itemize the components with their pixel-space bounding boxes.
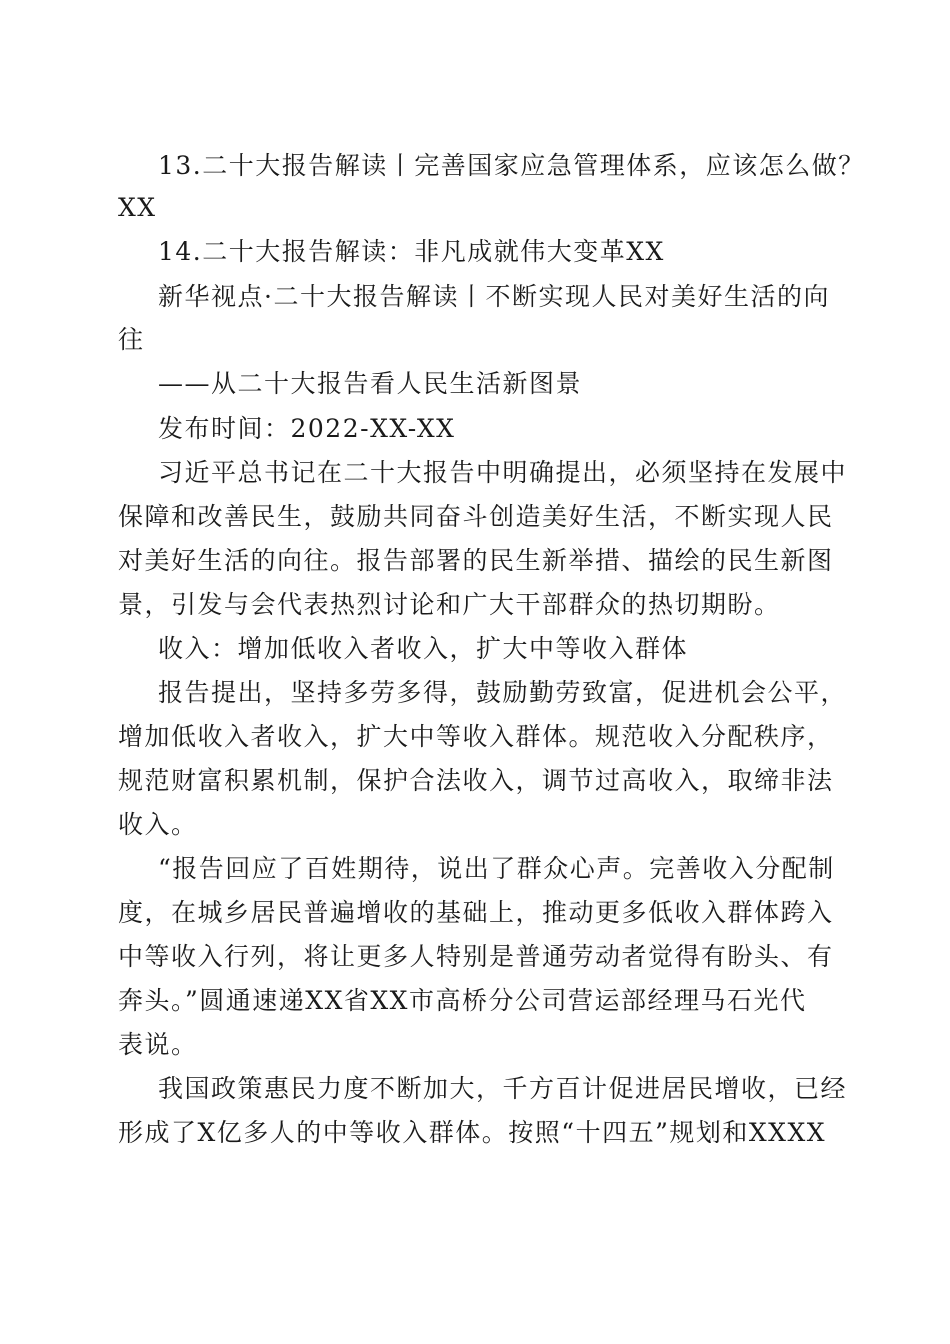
text-line: 表说。 xyxy=(118,1030,198,1059)
text-line: 习近平总书记在二十大报告中明确提出，必须坚持在发展中 xyxy=(158,458,848,487)
text-line: 中等收入行列，将让更多人特别是普通劳动者觉得有盼头、有 xyxy=(118,942,834,971)
text-line: 奔头。”圆通速递XX省XX市高桥分公司营运部经理马石光代 xyxy=(118,986,807,1015)
text-line: 报告提出，坚持多劳多得，鼓励勤劳致富，促进机会公平， xyxy=(158,678,848,707)
text-line: 规范财富积累机制，保护合法收入，调节过高收入，取缔非法 xyxy=(118,766,834,795)
text-line: 形成了X亿多人的中等收入群体。按照“十四五”规划和XXXX xyxy=(118,1118,827,1147)
text-line: 发布时间：2022-XX-XX xyxy=(158,414,456,443)
text-line: 14.二十大报告解读：非凡成就伟大变革XX xyxy=(158,237,665,266)
text-line: 我国政策惠民力度不断加大，千方百计促进居民增收，已经 xyxy=(158,1074,848,1103)
section-heading: 收入：增加低收入者收入，扩大中等收入群体 xyxy=(158,634,689,663)
text-line: 13.二十大报告解读丨完善国家应急管理体系，应该怎么做？ xyxy=(158,151,865,180)
text-line: 度，在城乡居民普遍增收的基础上，推动更多低收入群体跨入 xyxy=(118,898,834,927)
text-line: XX xyxy=(118,193,157,222)
text-line: 新华视点·二十大报告解读丨不断实现人民对美好生活的向 xyxy=(158,282,830,311)
text-line: 对美好生活的向往。报告部署的民生新举措、描绘的民生新图 xyxy=(118,546,834,575)
text-line: 往 xyxy=(118,325,145,354)
text-line: 增加低收入者收入，扩大中等收入群体。规范收入分配秩序， xyxy=(118,722,834,751)
text-line: “报告回应了百姓期待，说出了群众心声。完善收入分配制 xyxy=(158,854,835,883)
text-line: 保障和改善民生，鼓励共同奋斗创造美好生活，不断实现人民 xyxy=(118,502,834,531)
text-line: 景，引发与会代表热烈讨论和广大干部群众的热切期盼。 xyxy=(118,590,781,619)
text-line: 收入。 xyxy=(118,810,198,839)
text-line: ——从二十大报告看人民生活新图景 xyxy=(158,369,583,398)
